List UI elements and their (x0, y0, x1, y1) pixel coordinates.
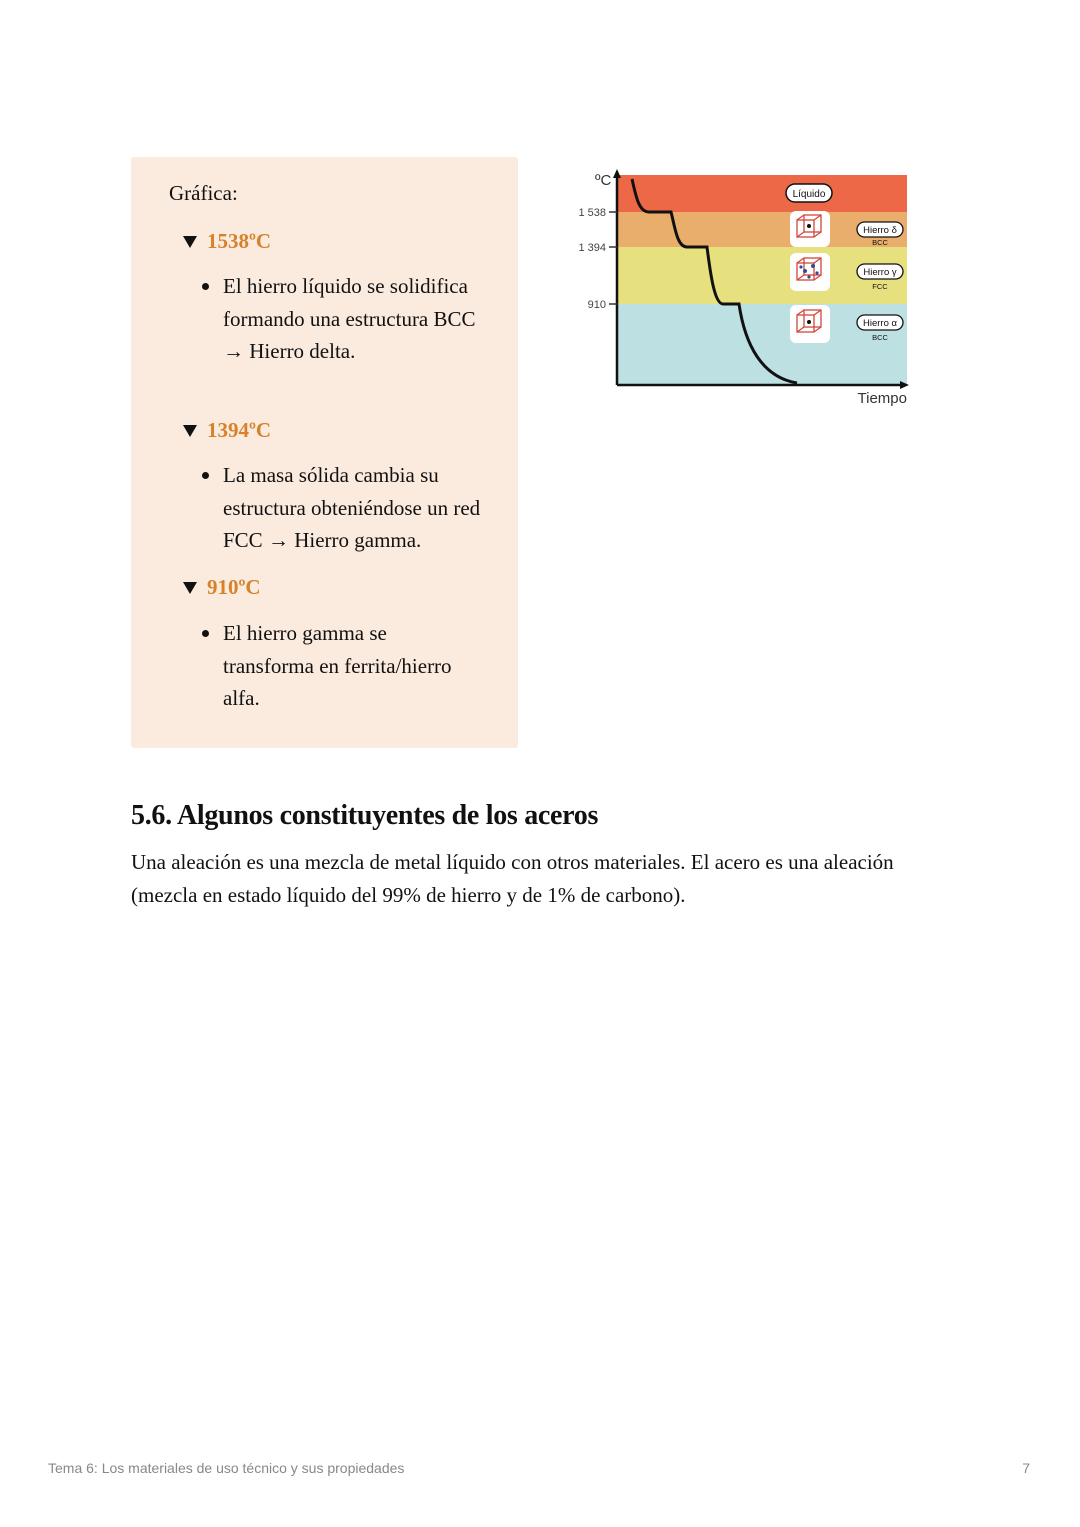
toggle-label: 1538ºC (207, 229, 272, 253)
bcc-cell-icon (790, 305, 830, 343)
list-item (223, 459, 483, 557)
footer-title: Tema 6: Los materiales de uso técnico y sus propiedades (48, 1460, 405, 1476)
callout-block (131, 157, 518, 748)
toggle-triangle-icon[interactable] (183, 236, 197, 248)
y-axis-unit: ºC (595, 172, 612, 189)
bullet-icon (202, 472, 209, 479)
alpha-phase-label: Hierro α (863, 318, 897, 329)
toggle-910[interactable] (183, 575, 261, 600)
liquid-label: Líquido (792, 189, 826, 200)
list-item (223, 617, 483, 715)
list-item (223, 270, 483, 368)
list-item-text: El hierro gamma se transforma en ferrita/hierro alfa. (223, 621, 452, 710)
alpha-structure-label: BCC (872, 333, 888, 342)
fcc-cell-icon (790, 253, 830, 291)
bcc-cell-icon (790, 211, 830, 247)
section-heading: 5.6. Algunos constituyentes de los aceros (131, 800, 599, 831)
delta-phase-label: Hierro δ (863, 225, 897, 236)
callout-title: Gráfica: (169, 181, 238, 205)
y-axis-arrow-icon (613, 169, 621, 178)
x-axis-label: Tiempo (857, 390, 907, 407)
section-paragraph: Una aleación es una mezcla de metal líquido con otros materiales. El acero es una aleación (mezcla en estado líquido del 99% de hierro y de 1% de carbono). (131, 850, 894, 907)
gamma-structure-label: FCC (872, 282, 888, 291)
gamma-phase-label: Hierro γ (863, 267, 897, 278)
toggle-triangle-icon[interactable] (183, 582, 197, 594)
band-liquid (617, 175, 907, 212)
iron-cooling-diagram (565, 165, 915, 410)
bullet-icon (202, 283, 209, 290)
toggle-1394[interactable] (183, 418, 271, 443)
tick-label-1538: 1 538 (578, 207, 606, 219)
list-item-text: La masa sólida cambia su estructura obteniéndose un red FCC → Hierro gamma. (223, 463, 481, 552)
bullet-icon (202, 630, 209, 637)
tick-label-910: 910 (587, 299, 606, 311)
toggle-1538[interactable] (183, 229, 271, 254)
toggle-label: 1394ºC (207, 418, 272, 442)
toggle-triangle-icon[interactable] (183, 425, 197, 437)
toggle-label: 910ºC (207, 575, 261, 599)
delta-structure-label: BCC (872, 238, 888, 247)
tick-label-1394: 1 394 (578, 242, 606, 254)
page-number: 7 (1022, 1460, 1030, 1476)
list-item-text: El hierro líquido se solidifica formando una estructura BCC → Hierro delta. (223, 274, 476, 363)
